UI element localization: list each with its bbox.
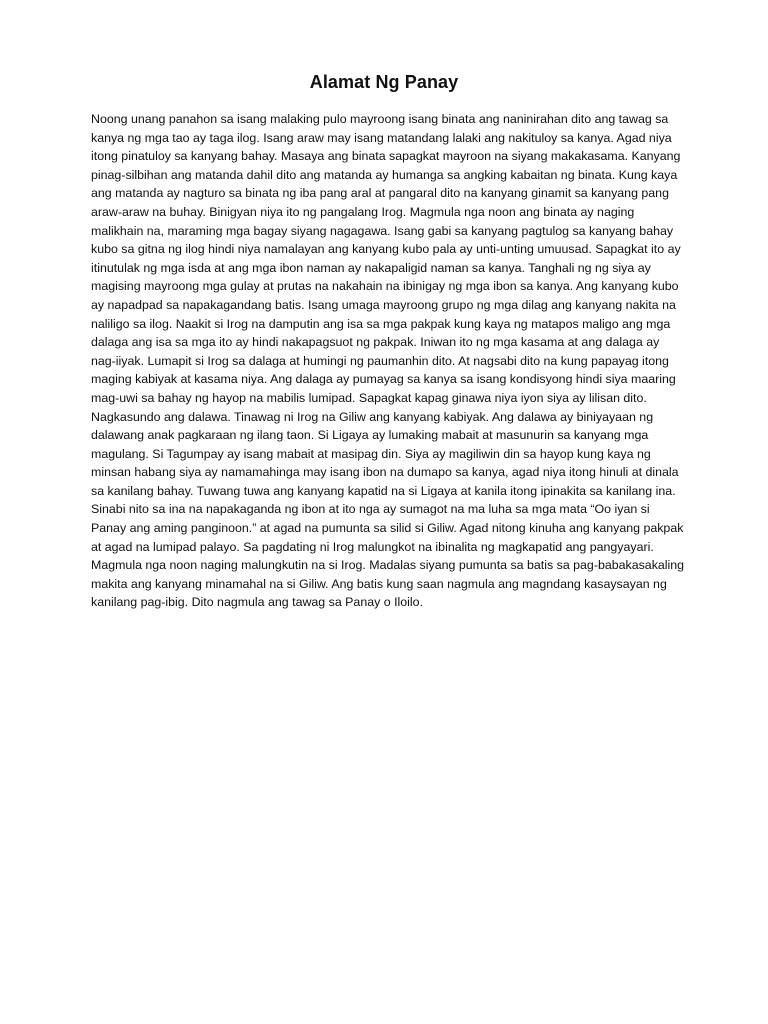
document-title: Alamat Ng Panay [309, 72, 459, 92]
story-paragraph: Noong unang panahon sa isang malaking pulo mayroong isang binata ang naninirahan dito ang tawag sa kanya ng mga tao ay taga ilog. Isang araw may isang matandang lalaki ang nakituloy sa kanya. Agad niya itong pinatuloy sa kanyang bahay. Masaya ang binata sapagkat mayroon na siyang makakasama. Kanyang pinag-silbihan ang matanda dahil dito ang matanda ay humanga sa angking kabaitan ng binata. Kung kaya ang matanda ay nagturo sa binata ng iba pang aral at pangaral dito na kanyang ginamit sa kanyang pang araw-araw na buhay. Binigyan niya ito ng pangalang Irog. Magmula nga noon ang binata ay naging malikhain na, maraming mga bagay siyang nagagawa. Isang gabi sa kanyang pagtulog sa kanyang bahay kubo sa gitna ng ilog hindi niya namalayan ang kanyang kubo pala ay unti-unting umuusad. Sapagkat ito ay itinutulak ng mga isda at ang mga ibon naman ay nakapaligid naman sa kanya. Tanghali ng ng siya ay magising mayroong mga gulay at prutas na nakahain na ibinigay ng mga ibon sa kanya. Ang kanyang kubo ay napadpad sa napakagandang batis. Isang umaga mayroong grupo ng mga dilag ang kanyang nakita na naliligo sa ilog. Naakit si Irog na damputin ang isa sa mga pakpak kung kaya ng matapos maligo ang mga dalaga ang isa sa mga ito ay hindi nakapagsuot ng pakpak. Iniwan ito ng mga kasama at ang dalaga ay nag-iiyak. Lumapit si Irog sa dalaga at humingi ng paumanhin dito. At nagsabi dito na kung papayag itong maging kabiyak at kasama niya. Ang dalaga ay pumayag sa kanya sa isang kondisyong hindi siya maaring mag-uwi sa bahay ng hayop na mabilis lumipad. Sapagkat kapag ginawa niya iyon siya ay lilisan dito. Nagkasundo ang dalawa. Tinawag ni Irog na Giliw ang kanyang kabiyak. Ang dalawa ay biniyayaan ng dalawang anak pagkaraan ng ilang taon. Si Ligaya ay lumaking mabait at masunurin sa kanyang mga magulang. Si Tagumpay ay isang mabait at masipag din. Siya ay magiliwin din sa hayop kung kaya ng minsan habang siya ay namamahinga may isang ibon na dumapo sa kanya, agad niya itong hinuli at dinala sa kanilang bahay. Tuwang tuwa ang kanyang kapatid na si Ligaya at kanila itong ipinakita sa kanilang ina. Sinabi nito sa ina na napakaganda ng ibon at ito nga ay sumagot na ma luha sa mga mata “Oo iyan si Panay ang aming panginoon.” at agad na pumunta sa silid si Giliw. Agad nitong kinuha ang kanyang pakpak at agad na lumipad palayo. Sa pagdating ni Irog malungkot na ibinalita ng magkapatid ang pangyayari. Magmula nga noon naging malungkutin na si Irog. Madalas siyang pumunta sa batis sa pag-babakasakaling makita ang kanyang minamahal na si Giliw. Ang batis kung saan nagmula ang magndang kasaysayan ng kanilang pag-ibig. Dito nagmula ang tawag sa Panay o Iloilo. [91, 112, 685, 610]
